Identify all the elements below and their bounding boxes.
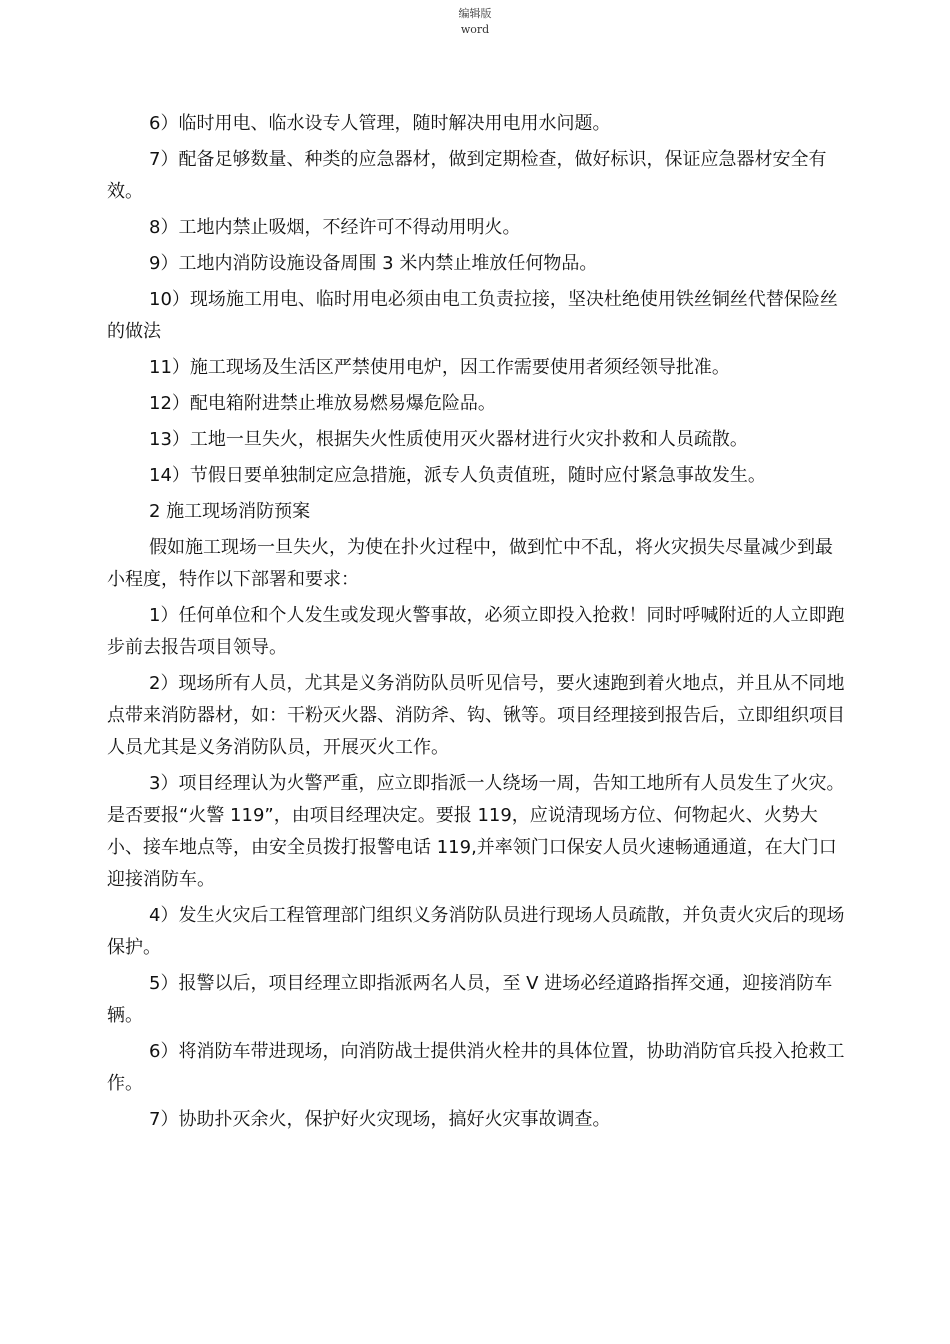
header-edit-label: 编辑版 (458, 7, 492, 20)
paragraph-item-12: 12）配电箱附进禁止堆放易燃易爆危险品。 (149, 393, 496, 414)
paragraph-plan-4: 4）发生火灾后工程管理部门组织义务消防队员进行现场人员疏散，并负责火灾后的现场保护。 (107, 905, 845, 958)
paragraph-item-6: 6）临时用电、临水设专人管理，随时解决用电用水问题。 (149, 113, 611, 134)
paragraph-item-11: 11）施工现场及生活区严禁使用电炉，因工作需要使用者须经领导批准。 (149, 357, 730, 378)
paragraph-plan-3: 3）项目经理认为火警严重，应立即指派一人绕场一周，告知工地所有人员发生了火灾。是否要报“火警 119”，由项目经理决定。要报 119，应说清现场方位、何物起火、火势大小、接车地点等，由安全员拨打报警电话 119,并率领门口保安人员火速畅通通道，在大门口迎接消防车。 (107, 773, 845, 890)
paragraph-plan-6: 6）将消防车带进现场，向消防战士提供消火栓井的具体位置，协助消防官兵投入抢救工作。 (107, 1041, 845, 1094)
section-heading-fire-plan: 2 施工现场消防预案 (149, 501, 311, 522)
page-header (0, 6, 950, 38)
paragraph-item-10: 10）现场施工用电、临时用电必须由电工负责拉接，坚决杜绝使用铁丝铜丝代替保险丝的做法 (107, 289, 838, 342)
paragraph-intro: 假如施工现场一旦失火，为使在扑火过程中，做到忙中不乱，将火灾损失尽量减少到最小程度，特作以下部署和要求： (107, 537, 833, 590)
document-body (107, 108, 847, 1140)
paragraph-item-8: 8）工地内禁止吸烟，不经许可不得动用明火。 (149, 217, 521, 238)
paragraph-item-7: 7）配备足够数量、种类的应急器材，做到定期检查，做好标识，保证应急器材安全有效。 (107, 149, 827, 202)
paragraph-plan-5: 5）报警以后，项目经理立即指派两名人员，至 V 进场必经道路指挥交通，迎接消防车辆。 (107, 973, 833, 1026)
header-word-label: word (460, 23, 490, 36)
paragraph-plan-7: 7）协助扑灭余火，保护好火灾现场，搞好火灾事故调查。 (149, 1109, 611, 1130)
paragraph-item-14: 14）节假日要单独制定应急措施，派专人负责值班，随时应付紧急事故发生。 (149, 465, 766, 486)
paragraph-plan-2: 2）现场所有人员，尤其是义务消防队员听见信号，要火速跑到着火地点，并且从不同地点带来消防器材，如：干粉灭火器、消防斧、钩、锹等。项目经理接到报告后，立即组织项目人员尤其是义务消防队员，开展灭火工作。 (107, 673, 845, 758)
paragraph-plan-1: 1）任何单位和个人发生或发现火警事故，必须立即投入抢救！同时呼喊附近的人立即跑步前去报告项目领导。 (107, 605, 845, 658)
paragraph-item-9: 9）工地内消防设施设备周围 3 米内禁止堆放任何物品。 (149, 253, 598, 274)
paragraph-item-13: 13）工地一旦失火，根据失火性质使用灭火器材进行火灾扑救和人员疏散。 (149, 429, 748, 450)
